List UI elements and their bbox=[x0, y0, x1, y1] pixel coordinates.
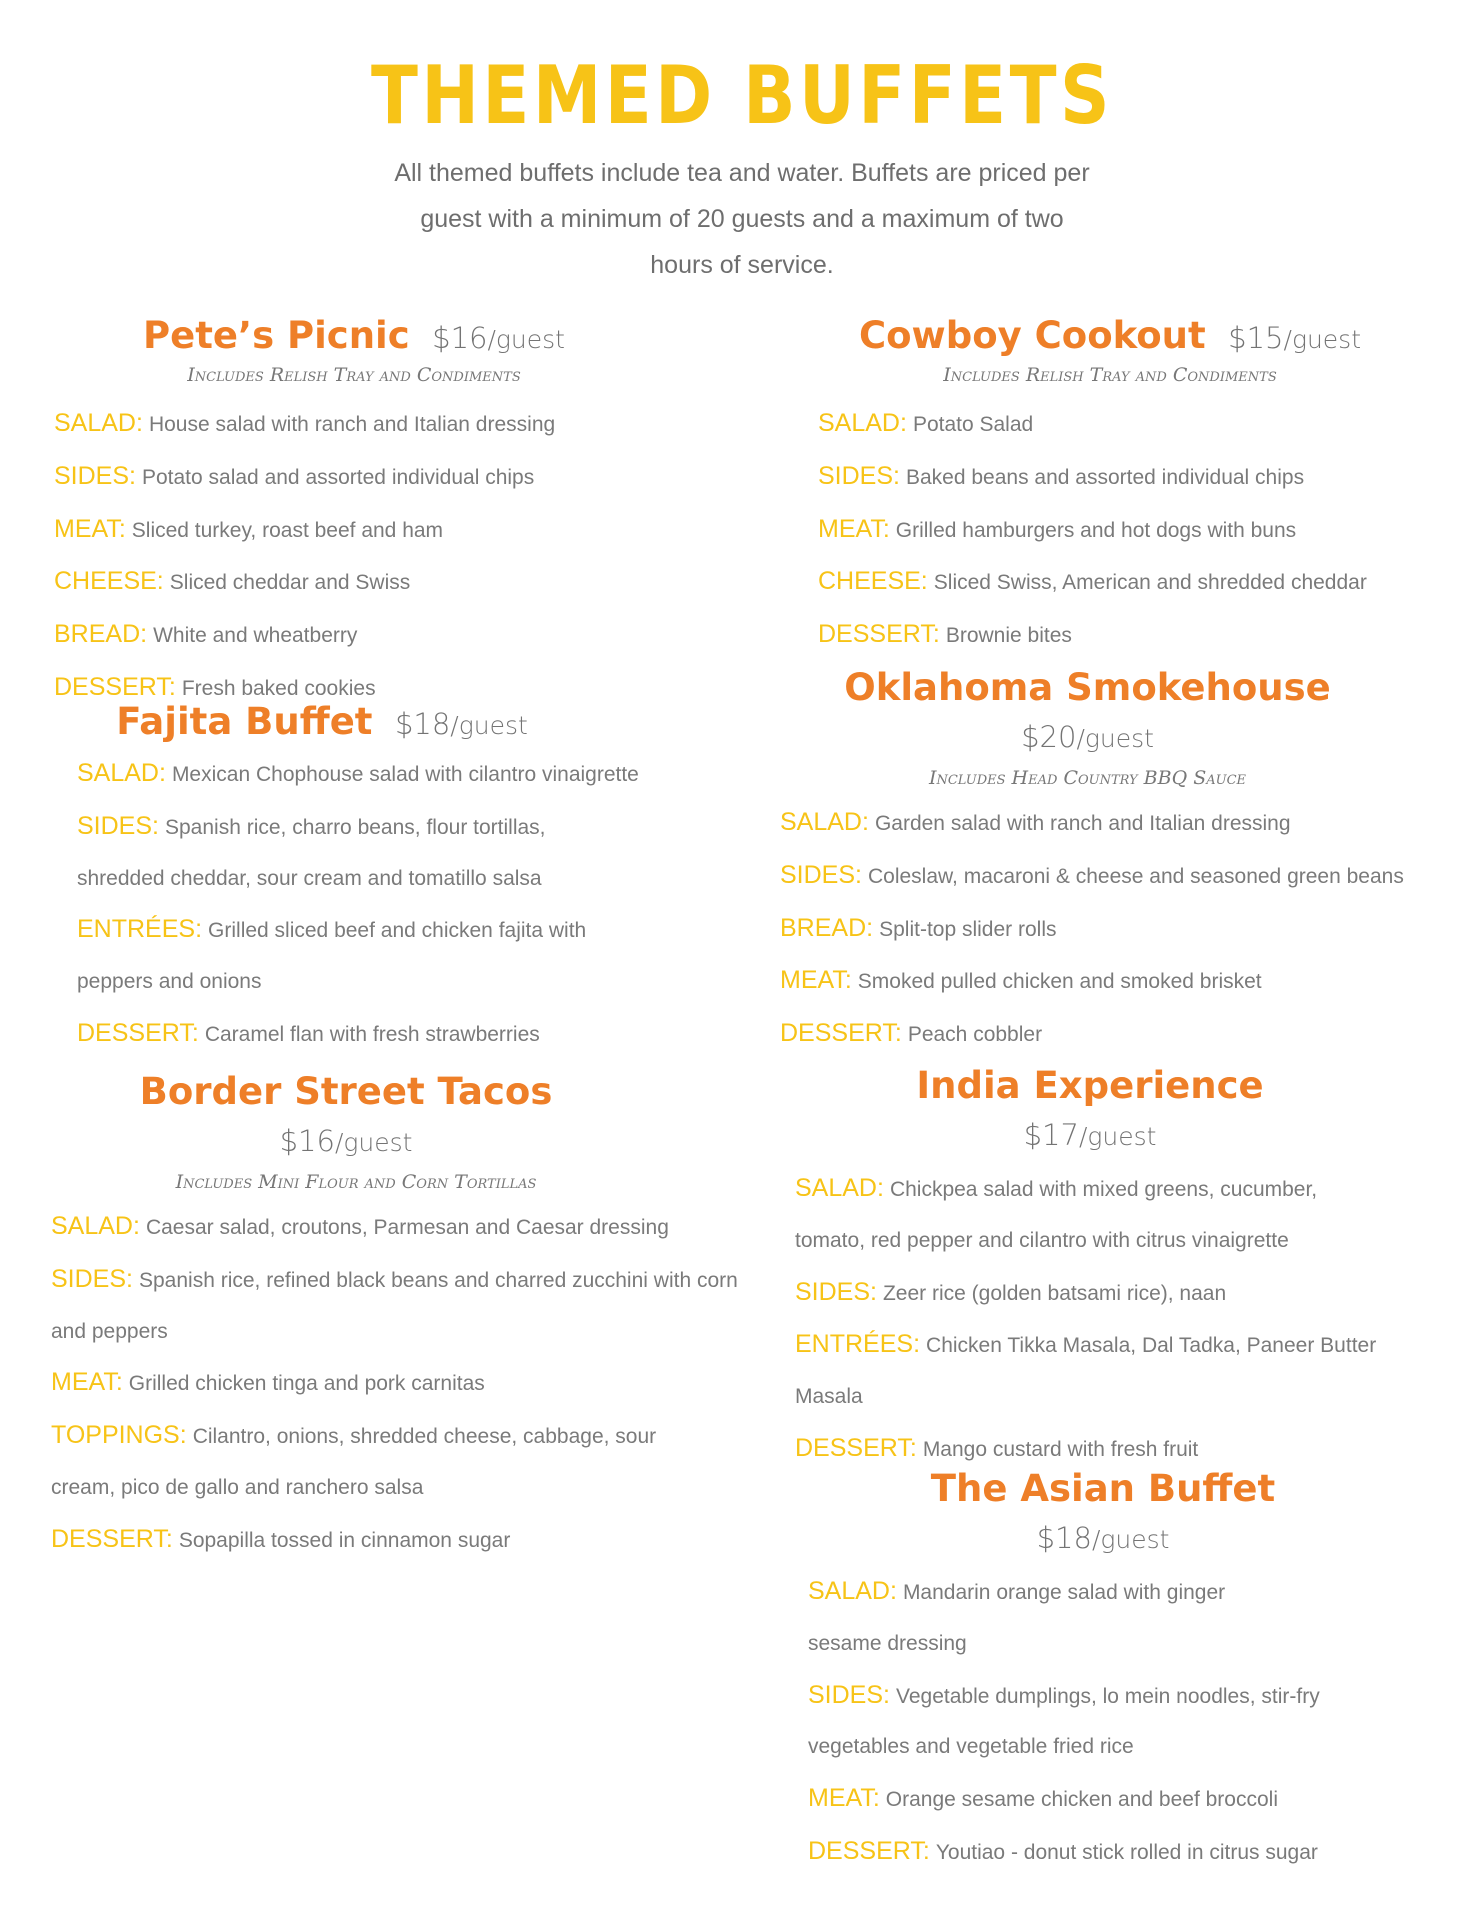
menu-item bbox=[51, 1357, 741, 1410]
price-unit: /guest bbox=[1283, 325, 1361, 354]
menu-item bbox=[54, 504, 614, 557]
item-text: Split-top slider rolls bbox=[879, 917, 1057, 941]
menu-item bbox=[808, 1773, 1408, 1826]
item-label: SALAD: bbox=[808, 1577, 897, 1605]
item-text: Sliced cheddar and Swiss bbox=[169, 571, 411, 595]
price-unit: /guest bbox=[487, 325, 565, 354]
item-text: Smoked pulled chicken and smoked brisket bbox=[857, 970, 1262, 994]
menu-item bbox=[818, 398, 1428, 451]
menu-item bbox=[54, 556, 614, 609]
item-label: CHEESE: bbox=[818, 567, 928, 596]
price bbox=[1228, 321, 1361, 355]
price-unit: /guest bbox=[450, 711, 528, 740]
menu-item bbox=[780, 955, 1455, 1008]
price-unit: /guest bbox=[1078, 1122, 1157, 1151]
item-text: Orange sesame chicken and beef broccoli bbox=[885, 1788, 1278, 1812]
menu-item bbox=[795, 1267, 1395, 1320]
section-heading bbox=[780, 664, 1455, 714]
page-title: THEMED BUFFETS bbox=[371, 49, 1113, 142]
menu-item bbox=[51, 1201, 741, 1254]
menu-item bbox=[780, 1008, 1455, 1061]
item-text: Potato Salad bbox=[912, 413, 1034, 436]
item-text: Sliced Swiss, American and shredded cheddar bbox=[933, 571, 1367, 595]
item-label: CHEESE: bbox=[54, 567, 164, 596]
item-text: Mandarin orange salad with ginger sesame dressing bbox=[808, 1581, 1226, 1655]
menu-item bbox=[51, 1254, 741, 1358]
menu-items bbox=[780, 797, 1455, 1061]
menu-item bbox=[54, 451, 614, 504]
section-border-street-tacos bbox=[51, 1068, 741, 1567]
item-text: House salad with ranch and Italian dressing bbox=[148, 413, 556, 436]
price bbox=[432, 321, 565, 355]
intro-text: All themed buffets include tea and water. Buffets are priced per guest with a minimum of 20 guests and a maximum of two hours of service. bbox=[394, 159, 1090, 279]
section-heading bbox=[795, 1062, 1415, 1112]
menu-item bbox=[818, 504, 1428, 557]
price-unit: /guest bbox=[1076, 724, 1154, 753]
menu-items bbox=[818, 398, 1428, 662]
item-label: TOPPINGS: bbox=[51, 1421, 187, 1450]
section-title: Border Street Tacos bbox=[139, 1070, 553, 1113]
menu-item bbox=[818, 609, 1428, 662]
price bbox=[795, 1112, 1415, 1163]
section-heading bbox=[51, 1068, 741, 1118]
item-label: MEAT: bbox=[780, 966, 852, 995]
item-label: MEAT: bbox=[51, 1368, 123, 1397]
section-title: Cowboy Cookout bbox=[858, 314, 1206, 357]
menu-item bbox=[808, 1670, 1388, 1774]
item-text: Caramel flan with fresh strawberries bbox=[204, 1022, 540, 1046]
item-label: SALAD: bbox=[54, 409, 143, 437]
item-text: Mango custard with fresh fruit bbox=[922, 1437, 1199, 1461]
price-amount: $17 bbox=[1023, 1118, 1079, 1152]
item-label: SIDES: bbox=[54, 461, 136, 490]
item-text: Garden salad with ranch and Italian dressing bbox=[874, 812, 1291, 835]
item-text: Sliced turkey, roast beef and ham bbox=[131, 518, 444, 542]
price-unit: /guest bbox=[334, 1128, 413, 1157]
price-unit: /guest bbox=[1091, 1525, 1170, 1554]
item-text: Mexican Chophouse salad with cilantro vinaigrette bbox=[171, 763, 639, 786]
includes-note: Includes Head Country BBQ Sauce bbox=[928, 767, 1247, 789]
item-label: DESSERT: bbox=[54, 672, 176, 701]
item-text: Grilled sliced beef and chicken fajita with peppers and onions bbox=[77, 919, 587, 994]
item-text: Zeer rice (golden batsami rice), naan bbox=[882, 1281, 1227, 1305]
includes-note: Includes Relish Tray and Condiments bbox=[943, 364, 1277, 386]
price-amount: $18 bbox=[1036, 1521, 1092, 1555]
menu-item bbox=[51, 1410, 701, 1514]
item-label: DESSERT: bbox=[780, 1019, 902, 1048]
section-heading bbox=[77, 698, 657, 748]
menu-items bbox=[51, 1201, 741, 1567]
menu-items bbox=[795, 1163, 1395, 1476]
menu-item bbox=[780, 850, 1455, 903]
price bbox=[51, 1118, 741, 1169]
item-text: Cilantro, onions, shredded cheese, cabbage, sour cream, pico de gallo and ranchero salsa bbox=[51, 1425, 657, 1499]
item-label: DESSERT: bbox=[77, 1018, 199, 1047]
section-asian-buffet bbox=[808, 1465, 1408, 1879]
item-label: MEAT: bbox=[818, 514, 890, 543]
section-cowboy-cookout bbox=[818, 312, 1428, 662]
menu-item bbox=[795, 1319, 1395, 1423]
menu-item bbox=[77, 801, 637, 905]
section-title: Oklahoma Smokehouse bbox=[844, 666, 1331, 709]
price bbox=[808, 1515, 1408, 1566]
section-india-experience bbox=[795, 1062, 1415, 1476]
item-text: Coleslaw, macaroni & cheese and seasoned green beans bbox=[867, 864, 1404, 888]
item-label: MEAT: bbox=[808, 1784, 880, 1813]
section-title: The Asian Buffet bbox=[930, 1467, 1276, 1510]
item-text: Baked beans and assorted individual chips bbox=[905, 465, 1305, 489]
item-label: SIDES: bbox=[808, 1680, 890, 1709]
menu-item bbox=[795, 1163, 1380, 1267]
section-title: India Experience bbox=[916, 1064, 1264, 1107]
item-label: BREAD: bbox=[780, 913, 874, 942]
menu-item bbox=[77, 904, 617, 1008]
item-text: Fresh baked cookies bbox=[181, 676, 376, 700]
menu-item bbox=[54, 398, 614, 451]
price-amount: $16 bbox=[279, 1124, 335, 1158]
menu-item bbox=[51, 1514, 741, 1567]
section-heading bbox=[808, 1465, 1408, 1515]
item-label: SALAD: bbox=[51, 1212, 140, 1240]
menu-item bbox=[780, 903, 1455, 956]
item-text: Grilled hamburgers and hot dogs with buns bbox=[895, 518, 1297, 542]
item-label: SALAD: bbox=[818, 409, 907, 437]
menu-item bbox=[54, 609, 614, 662]
price-amount: $15 bbox=[1228, 321, 1284, 355]
price-amount: $18 bbox=[394, 707, 451, 741]
item-text: Sopapilla tossed in cinnamon sugar bbox=[178, 1528, 511, 1552]
menu-item bbox=[77, 1008, 657, 1061]
menu-item bbox=[818, 556, 1428, 609]
menu-item bbox=[780, 797, 1455, 850]
section-oklahoma-smokehouse bbox=[780, 664, 1455, 1061]
item-label: SIDES: bbox=[818, 461, 900, 490]
item-label: SIDES: bbox=[795, 1277, 877, 1306]
section-title: Pete’s Picnic bbox=[143, 314, 410, 357]
includes-note: Includes Mini Flour and Corn Tortillas bbox=[175, 1171, 537, 1193]
item-label: DESSERT: bbox=[51, 1524, 173, 1553]
item-label: DESSERT: bbox=[795, 1433, 917, 1462]
item-text: Spanish rice, charro beans, flour tortillas, shredded cheddar, sour cream and tomatillo salsa bbox=[77, 815, 546, 890]
item-label: ENTRÉES: bbox=[77, 915, 203, 944]
item-label: BREAD: bbox=[54, 620, 148, 649]
price bbox=[395, 707, 528, 741]
item-label: SALAD: bbox=[795, 1174, 884, 1202]
menu-items bbox=[54, 398, 614, 715]
item-label: ENTRÉES: bbox=[795, 1330, 921, 1359]
section-heading bbox=[54, 312, 614, 362]
section-fajita-buffet bbox=[77, 698, 657, 1061]
item-text: Spanish rice, refined black beans and charred zucchini with corn and peppers bbox=[51, 1268, 738, 1343]
item-text: Youtiao - donut stick rolled in citrus sugar bbox=[935, 1840, 1318, 1864]
menu-item bbox=[808, 1566, 1228, 1670]
menu-item bbox=[808, 1826, 1408, 1879]
section-petes-picnic bbox=[54, 312, 614, 715]
item-text: Chicken Tikka Masala, Dal Tadka, Paneer Butter Masala bbox=[795, 1334, 1377, 1409]
item-label: SALAD: bbox=[77, 759, 166, 787]
menu-items bbox=[77, 748, 657, 1061]
menu-item bbox=[77, 748, 657, 801]
item-text: Grilled chicken tinga and pork carnitas bbox=[128, 1372, 485, 1396]
item-text: White and wheatberry bbox=[153, 624, 358, 648]
item-text: Caesar salad, croutons, Parmesan and Caesar dressing bbox=[145, 1216, 669, 1239]
item-text: Vegetable dumplings, lo mein noodles, stir-fry vegetables and vegetable fried rice bbox=[808, 1684, 1320, 1759]
menu-items bbox=[808, 1566, 1408, 1879]
item-label: DESSERT: bbox=[818, 620, 940, 649]
section-heading bbox=[818, 312, 1428, 362]
section-title: Fajita Buffet bbox=[116, 700, 373, 743]
price bbox=[780, 714, 1455, 765]
item-label: DESSERT: bbox=[808, 1836, 930, 1865]
item-label: SIDES: bbox=[51, 1264, 133, 1293]
item-label: MEAT: bbox=[54, 514, 126, 543]
menu-item bbox=[818, 451, 1428, 504]
includes-note: Includes Relish Tray and Condiments bbox=[187, 364, 521, 386]
item-text: Potato salad and assorted individual chips bbox=[141, 465, 535, 489]
item-text: Chickpea salad with mixed greens, cucumber, tomato, red pepper and cilantro with citrus vinaigrette bbox=[795, 1178, 1318, 1252]
price-amount: $20 bbox=[1021, 720, 1077, 754]
item-text: Brownie bites bbox=[945, 624, 1072, 648]
item-label: SIDES: bbox=[77, 811, 159, 840]
item-text: Peach cobbler bbox=[907, 1023, 1043, 1047]
price-amount: $16 bbox=[432, 321, 488, 355]
item-label: SALAD: bbox=[780, 808, 869, 836]
item-label: SIDES: bbox=[780, 860, 862, 889]
